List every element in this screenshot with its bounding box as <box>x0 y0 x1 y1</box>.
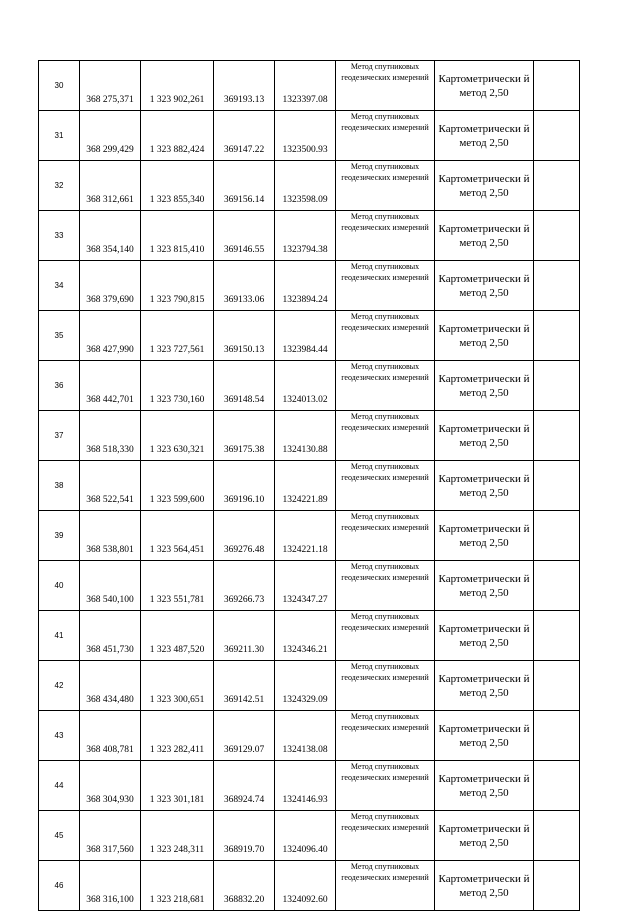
y-new-coordinate-cell: 1323397.08 <box>275 61 336 111</box>
y-new-coordinate-cell: 1324013.02 <box>275 361 336 411</box>
empty-cell <box>534 611 580 661</box>
x-coordinate-cell: 368 518,330 <box>80 411 141 461</box>
x-new-coordinate-cell: 369193.13 <box>214 61 275 111</box>
x-new-coordinate-cell: 369146.55 <box>214 211 275 261</box>
method-accuracy-cell: Картометрически й метод 2,50 <box>435 261 534 311</box>
method-accuracy-cell: Картометрически й метод 2,50 <box>435 461 534 511</box>
empty-cell <box>534 461 580 511</box>
method-cell: Метод спутниковых геодезических измерений <box>336 161 435 211</box>
table-row <box>39 411 580 461</box>
table-row <box>39 511 580 561</box>
empty-cell <box>534 61 580 111</box>
x-new-coordinate-cell: 369142.51 <box>214 661 275 711</box>
table-row <box>39 311 580 361</box>
method-accuracy-cell: Картометрически й метод 2,50 <box>435 661 534 711</box>
y-new-coordinate-cell: 1324221.89 <box>275 461 336 511</box>
empty-cell <box>534 411 580 461</box>
method-accuracy-cell: Картометрически й метод 2,50 <box>435 861 534 911</box>
x-new-coordinate-cell: 369196.10 <box>214 461 275 511</box>
point-number-cell: 39 <box>39 511 80 561</box>
y-new-coordinate-cell: 1324138.08 <box>275 711 336 761</box>
empty-cell <box>534 761 580 811</box>
empty-cell <box>534 161 580 211</box>
y-coordinate-cell: 1 323 815,410 <box>141 211 214 261</box>
point-number-cell: 32 <box>39 161 80 211</box>
y-coordinate-cell: 1 323 218,681 <box>141 861 214 911</box>
table-row <box>39 661 580 711</box>
x-coordinate-cell: 368 317,560 <box>80 811 141 861</box>
y-coordinate-cell: 1 323 730,160 <box>141 361 214 411</box>
x-coordinate-cell: 368 304,930 <box>80 761 141 811</box>
empty-cell <box>534 811 580 861</box>
point-number-cell: 34 <box>39 261 80 311</box>
y-new-coordinate-cell: 1323598.09 <box>275 161 336 211</box>
y-new-coordinate-cell: 1323794.38 <box>275 211 336 261</box>
method-accuracy-cell: Картометрически й метод 2,50 <box>435 511 534 561</box>
empty-cell <box>534 261 580 311</box>
method-cell: Метод спутниковых геодезических измерений <box>336 861 435 911</box>
x-coordinate-cell: 368 451,730 <box>80 611 141 661</box>
x-coordinate-cell: 368 538,801 <box>80 511 141 561</box>
x-new-coordinate-cell: 368919.70 <box>214 811 275 861</box>
table-body <box>39 61 580 911</box>
method-accuracy-cell: Картометрически й метод 2,50 <box>435 761 534 811</box>
method-cell: Метод спутниковых геодезических измерений <box>336 761 435 811</box>
method-accuracy-cell: Картометрически й метод 2,50 <box>435 61 534 111</box>
x-new-coordinate-cell: 369156.14 <box>214 161 275 211</box>
table-row <box>39 261 580 311</box>
table-row <box>39 611 580 661</box>
table-row <box>39 711 580 761</box>
x-new-coordinate-cell: 369148.54 <box>214 361 275 411</box>
x-new-coordinate-cell: 368832.20 <box>214 861 275 911</box>
x-coordinate-cell: 368 275,371 <box>80 61 141 111</box>
method-cell: Метод спутниковых геодезических измерений <box>336 361 435 411</box>
method-cell: Метод спутниковых геодезических измерений <box>336 661 435 711</box>
table-row <box>39 861 580 911</box>
method-accuracy-cell: Картометрически й метод 2,50 <box>435 411 534 461</box>
x-new-coordinate-cell: 369133.06 <box>214 261 275 311</box>
x-coordinate-cell: 368 312,661 <box>80 161 141 211</box>
y-coordinate-cell: 1 323 564,451 <box>141 511 214 561</box>
y-new-coordinate-cell: 1323984.44 <box>275 311 336 361</box>
table-row <box>39 761 580 811</box>
x-new-coordinate-cell: 369266.73 <box>214 561 275 611</box>
x-coordinate-cell: 368 427,990 <box>80 311 141 361</box>
method-accuracy-cell: Картометрически й метод 2,50 <box>435 561 534 611</box>
y-coordinate-cell: 1 323 248,311 <box>141 811 214 861</box>
x-coordinate-cell: 368 354,140 <box>80 211 141 261</box>
empty-cell <box>534 561 580 611</box>
x-new-coordinate-cell: 369175.38 <box>214 411 275 461</box>
x-coordinate-cell: 368 408,781 <box>80 711 141 761</box>
y-coordinate-cell: 1 323 551,781 <box>141 561 214 611</box>
y-coordinate-cell: 1 323 790,815 <box>141 261 214 311</box>
method-cell: Метод спутниковых геодезических измерений <box>336 261 435 311</box>
method-cell: Метод спутниковых геодезических измерений <box>336 511 435 561</box>
y-new-coordinate-cell: 1324347.27 <box>275 561 336 611</box>
y-coordinate-cell: 1 323 282,411 <box>141 711 214 761</box>
empty-cell <box>534 111 580 161</box>
y-coordinate-cell: 1 323 882,424 <box>141 111 214 161</box>
point-number-cell: 42 <box>39 661 80 711</box>
y-coordinate-cell: 1 323 902,261 <box>141 61 214 111</box>
table-row <box>39 111 580 161</box>
method-accuracy-cell: Картометрически й метод 2,50 <box>435 711 534 761</box>
empty-cell <box>534 711 580 761</box>
x-coordinate-cell: 368 540,100 <box>80 561 141 611</box>
table-row <box>39 811 580 861</box>
point-number-cell: 33 <box>39 211 80 261</box>
y-coordinate-cell: 1 323 599,600 <box>141 461 214 511</box>
point-number-cell: 30 <box>39 61 80 111</box>
empty-cell <box>534 361 580 411</box>
table-row <box>39 211 580 261</box>
y-new-coordinate-cell: 1324096.40 <box>275 811 336 861</box>
coordinates-table <box>38 60 580 911</box>
x-coordinate-cell: 368 434,480 <box>80 661 141 711</box>
x-coordinate-cell: 368 522,541 <box>80 461 141 511</box>
y-new-coordinate-cell: 1323500.93 <box>275 111 336 161</box>
point-number-cell: 41 <box>39 611 80 661</box>
point-number-cell: 45 <box>39 811 80 861</box>
y-coordinate-cell: 1 323 301,181 <box>141 761 214 811</box>
y-new-coordinate-cell: 1324221.18 <box>275 511 336 561</box>
empty-cell <box>534 311 580 361</box>
method-accuracy-cell: Картометрически й метод 2,50 <box>435 611 534 661</box>
method-cell: Метод спутниковых геодезических измерений <box>336 111 435 161</box>
point-number-cell: 40 <box>39 561 80 611</box>
empty-cell <box>534 511 580 561</box>
x-new-coordinate-cell: 369129.07 <box>214 711 275 761</box>
x-new-coordinate-cell: 369150.13 <box>214 311 275 361</box>
method-accuracy-cell: Картометрически й метод 2,50 <box>435 311 534 361</box>
y-coordinate-cell: 1 323 727,561 <box>141 311 214 361</box>
y-coordinate-cell: 1 323 487,520 <box>141 611 214 661</box>
method-cell: Метод спутниковых геодезических измерений <box>336 211 435 261</box>
method-cell: Метод спутниковых геодезических измерений <box>336 61 435 111</box>
point-number-cell: 36 <box>39 361 80 411</box>
y-new-coordinate-cell: 1324346.21 <box>275 611 336 661</box>
x-coordinate-cell: 368 316,100 <box>80 861 141 911</box>
y-new-coordinate-cell: 1324130.88 <box>275 411 336 461</box>
method-cell: Метод спутниковых геодезических измерений <box>336 611 435 661</box>
empty-cell <box>534 661 580 711</box>
x-coordinate-cell: 368 442,701 <box>80 361 141 411</box>
method-cell: Метод спутниковых геодезических измерений <box>336 811 435 861</box>
table-row <box>39 561 580 611</box>
empty-cell <box>534 211 580 261</box>
y-new-coordinate-cell: 1324146.93 <box>275 761 336 811</box>
point-number-cell: 44 <box>39 761 80 811</box>
table-row <box>39 161 580 211</box>
method-accuracy-cell: Картометрически й метод 2,50 <box>435 211 534 261</box>
point-number-cell: 43 <box>39 711 80 761</box>
empty-cell <box>534 861 580 911</box>
table-row <box>39 61 580 111</box>
method-cell: Метод спутниковых геодезических измерений <box>336 711 435 761</box>
x-new-coordinate-cell: 369211.30 <box>214 611 275 661</box>
x-new-coordinate-cell: 369147.22 <box>214 111 275 161</box>
x-coordinate-cell: 368 299,429 <box>80 111 141 161</box>
y-new-coordinate-cell: 1323894.24 <box>275 261 336 311</box>
x-new-coordinate-cell: 369276.48 <box>214 511 275 561</box>
method-accuracy-cell: Картометрически й метод 2,50 <box>435 361 534 411</box>
y-new-coordinate-cell: 1324329.09 <box>275 661 336 711</box>
method-cell: Метод спутниковых геодезических измерений <box>336 311 435 361</box>
y-coordinate-cell: 1 323 855,340 <box>141 161 214 211</box>
method-accuracy-cell: Картометрически й метод 2,50 <box>435 811 534 861</box>
method-cell: Метод спутниковых геодезических измерений <box>336 461 435 511</box>
point-number-cell: 31 <box>39 111 80 161</box>
point-number-cell: 37 <box>39 411 80 461</box>
y-coordinate-cell: 1 323 300,651 <box>141 661 214 711</box>
x-coordinate-cell: 368 379,690 <box>80 261 141 311</box>
y-new-coordinate-cell: 1324092.60 <box>275 861 336 911</box>
method-cell: Метод спутниковых геодезических измерений <box>336 411 435 461</box>
y-coordinate-cell: 1 323 630,321 <box>141 411 214 461</box>
table-row <box>39 361 580 411</box>
method-cell: Метод спутниковых геодезических измерений <box>336 561 435 611</box>
point-number-cell: 38 <box>39 461 80 511</box>
method-accuracy-cell: Картометрически й метод 2,50 <box>435 111 534 161</box>
method-accuracy-cell: Картометрически й метод 2,50 <box>435 161 534 211</box>
table-row <box>39 461 580 511</box>
point-number-cell: 46 <box>39 861 80 911</box>
x-new-coordinate-cell: 368924.74 <box>214 761 275 811</box>
point-number-cell: 35 <box>39 311 80 361</box>
